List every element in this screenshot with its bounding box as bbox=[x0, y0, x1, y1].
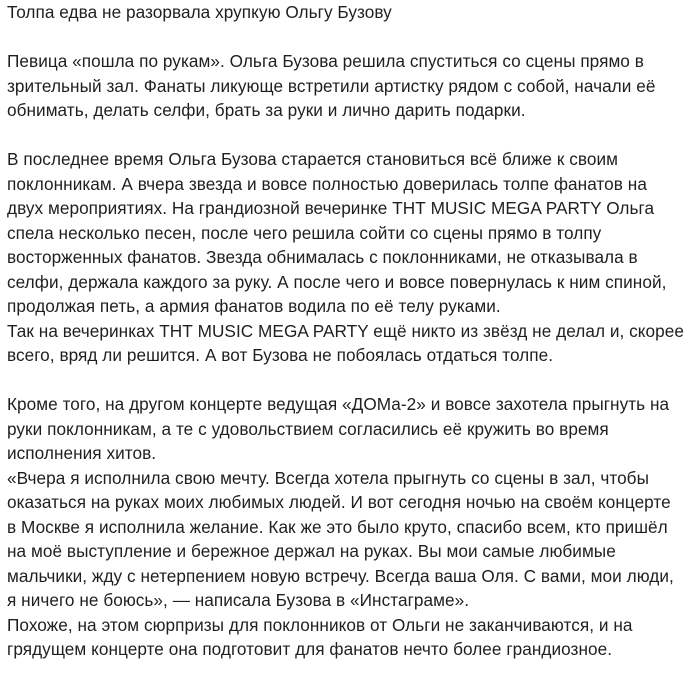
text-line: В последнее время Ольга Бузова старается становиться всё ближе к своим bbox=[7, 149, 618, 169]
text-line: в Москве я исполнила желание. Как же это было круто, спасибо всем, кто пришёл bbox=[7, 516, 668, 537]
article bbox=[7, 0, 695, 662]
text-line: исполнения хитов. bbox=[7, 443, 157, 463]
text-line: на моё выступление и бережное держал на руках. Вы мои самые любимые bbox=[7, 541, 616, 561]
paragraph-gap bbox=[7, 123, 695, 148]
text-line: зрительный зал. Фанаты ликующе встретили артистку рядом с собой, начали её bbox=[7, 75, 656, 96]
text-line: я ничего не боюсь», — написала Бузова в «Инстаграме». bbox=[7, 590, 470, 610]
text-line: руки поклонникам, а те с удовольствием согласились её кружить во время bbox=[7, 418, 609, 439]
text-line: обнимать, делать селфи, брать за руки и лично дарить подарки. bbox=[7, 100, 526, 120]
text-line: поклонникам. А вчера звезда и вовсе полностью доверилась толпе фанатов на bbox=[7, 173, 647, 194]
paragraph-2 bbox=[7, 147, 695, 368]
paragraph-gap bbox=[7, 368, 695, 393]
text-line: грядущем концерте она подготовит для фанатов нечто более грандиозное. bbox=[7, 639, 613, 659]
text-line: двух мероприятиях. На грандиозной вечеринке ТНТ MUSIC MEGA PARTY Ольга bbox=[7, 198, 655, 218]
article-title: Толпа едва не разорвала хрупкую Ольгу Бузову bbox=[7, 2, 392, 22]
text-line: Так на вечеринках ТНТ MUSIC MEGA PARTY ещё никто из звёзд не делал и, скорее bbox=[7, 320, 684, 341]
text-line: продолжая петь, а армия фанатов водила по её телу руками. bbox=[7, 296, 501, 316]
text-line: всего, вряд ли решится. А вот Бузова не побоялась отдаться толпе. bbox=[7, 345, 554, 365]
text-line: Похоже, на этом сюрпризы для поклонников от Ольги не заканчиваются, и на bbox=[7, 614, 633, 635]
text-line: Певица «пошла по рукам». Ольга Бузова решила спуститься со сцены прямо в bbox=[7, 51, 644, 71]
paragraph-3 bbox=[7, 392, 695, 662]
paragraph-gap bbox=[7, 25, 695, 50]
text-line: мальчики, жду с нетерпением новую встречу. Всегда ваша Оля. С вами, мои люди, bbox=[7, 565, 674, 586]
text-line: селфи, держала каждого за руку. А после чего и вовсе повернулась к ним спиной, bbox=[7, 271, 667, 292]
text-line: спела несколько песен, после чего решила сойти со сцены прямо в толпу bbox=[7, 222, 602, 243]
text-line: восторженных фанатов. Звезда обнималась с поклонниками, не отказывала в bbox=[7, 247, 638, 267]
text-line: Кроме того, на другом концерте ведущая «ДОМа-2» и вовсе захотела прыгнуть на bbox=[7, 394, 670, 414]
text-line: «Вчера я исполнила свою мечту. Всегда хотела прыгнуть со сцены в зал, чтобы bbox=[7, 467, 649, 488]
paragraph-1 bbox=[7, 49, 695, 123]
text-line: оказаться на руках моих любимых людей. И вот сегодня ночью на своём концерте bbox=[7, 492, 671, 512]
